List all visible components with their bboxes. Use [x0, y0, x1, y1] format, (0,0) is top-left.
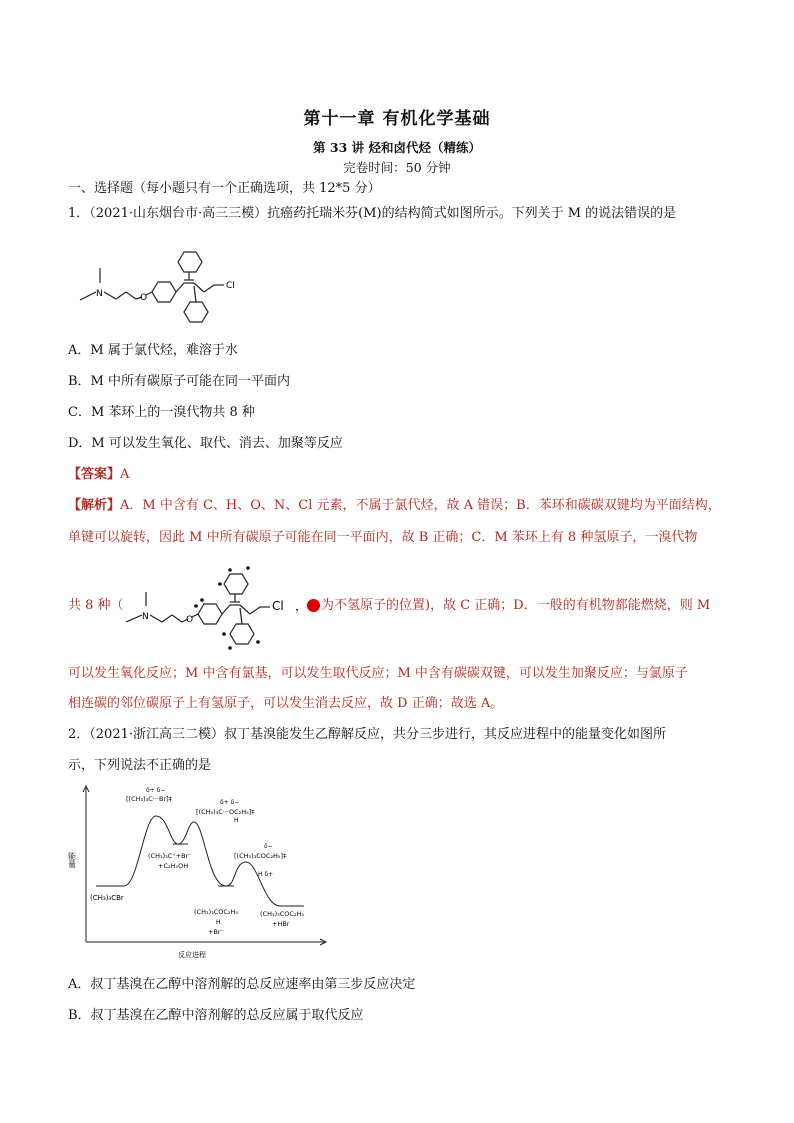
y-axis-label-1: 能量: [68, 852, 77, 868]
q1-analysis-line-2: 单键可以旋转，因此 M 中所有碳原子可能在同一平面内，故 B 正确；C．M 苯环上有 8 种氢原子，一溴代物: [68, 530, 698, 545]
q1-option-c: C．M 苯环上的一溴代物共 8 种: [68, 405, 255, 420]
q2-stem-line-1: 2．（2021·浙江高三二模）叔丁基溴能发生乙醇解反应，共分三步进行，其反应进程中的能量变化如图所: [68, 727, 666, 742]
q1-option-b: B．M 中所有碳原子可能在同一平面内: [68, 374, 290, 389]
q1-stem: 1．（2021·山东烟台市·高三三模）抗癌药托瑞米芬(M)的结构简式如图所示。下列关于 M 的说法错误的是: [68, 206, 677, 221]
reactant-label: (CH₃)₃CBr: [90, 894, 124, 902]
ts1-label: [(CH₃)₃C···Br]‡: [126, 795, 172, 803]
chapter-title: 第十一章 有机化学基础: [303, 109, 491, 129]
o-atom-label: O: [186, 615, 194, 625]
q1-option-a: A．M 属于氯代烃，难溶于水: [68, 343, 238, 358]
q1-analysis-line-3-pre: 共 8 种（: [68, 598, 124, 613]
lesson-title: 第 33 讲 烃和卤代烃（精练）: [313, 140, 481, 155]
q1-option-d: D．M 可以发生氧化、取代、消去、加聚等反应: [68, 436, 343, 451]
ts3-h: H δ+: [258, 871, 274, 878]
product-label-b: +HBr: [272, 920, 290, 928]
q1-analysis-line-1: [68, 497, 721, 515]
q1-analysis-line-5: 相连碳的邻位碳原子上有氢原子，可以发生消去反应，故 D 正确；故选 A。: [68, 696, 504, 711]
ts1-charge: δ+ δ−: [146, 787, 166, 794]
q2-option-a: A．叔丁基溴在乙醇中溶剂解的总反应速率由第三步反应决定: [68, 977, 416, 992]
int2-label-c: +Br⁻: [208, 928, 225, 936]
red-dot-marker: [307, 599, 320, 612]
ts2-label: [(CH₃)₃C···OC₂H₅]‡: [196, 808, 255, 816]
n-atom-label: N: [96, 289, 103, 299]
ts3-charge: δ−: [264, 843, 273, 850]
answer-label: 【答案】: [68, 467, 121, 482]
x-axis-label: 反应进程: [178, 951, 206, 959]
int1-label-a: (CH₃)₃C⁺+Br⁻: [148, 852, 192, 860]
section-heading: 一、选择题（每小题只有一个正确选项，共 12*5 分）: [68, 181, 381, 196]
o-atom-label: O: [140, 293, 148, 303]
ts3-label: [(CH₃)₃COC₂H₅]‡: [234, 852, 287, 860]
analysis-text-1: A．M 中含有 C、H、O、N、Cl 元素，不属于氯代烃，故 A 错误；B．苯环和碳碳双键均为平面结构，: [120, 498, 721, 513]
energy-profile-diagram: [68, 782, 338, 960]
time-limit: 完卷时间：50 分钟: [343, 160, 451, 175]
comma-mark: ，: [295, 599, 308, 613]
toremifene-structure-marked: [120, 556, 308, 656]
q1-analysis-line-4: 可以发生氧化反应；M 中含有氯基，可以发生取代反应；M 中含有碳碳双键，可以发生加聚反应；与氯原子: [68, 666, 688, 681]
cl-atom-label: Cl: [226, 281, 235, 291]
int2-label-a: (CH₃)₃COC₂H₅: [194, 908, 239, 916]
product-label-a: (CH₃)₃COC₂H₅: [260, 910, 305, 918]
int1-label-b: +C₂H₅OH: [158, 862, 189, 870]
n-atom-label: N: [142, 612, 149, 622]
ts2-charge: δ+ δ−: [220, 799, 240, 806]
q2-option-b: B．叔丁基溴在乙醇中溶剂解的总反应属于取代反应: [68, 1008, 364, 1023]
analysis-label: 【解析】: [68, 498, 121, 513]
answer-value: A: [120, 467, 130, 482]
ts2-h: H: [234, 817, 239, 824]
cl-atom-label: Cl: [272, 599, 284, 613]
toremifene-structure: [74, 236, 264, 332]
q1-analysis-line-3-post: 为不氢原子的位置)，故 C 正确；D．一般的有机物都能燃烧，则 M: [321, 598, 711, 613]
int2-label-b: H: [216, 919, 221, 926]
q2-stem-line-2: 示，下列说法不正确的是: [68, 758, 212, 773]
q1-answer: [68, 466, 129, 484]
